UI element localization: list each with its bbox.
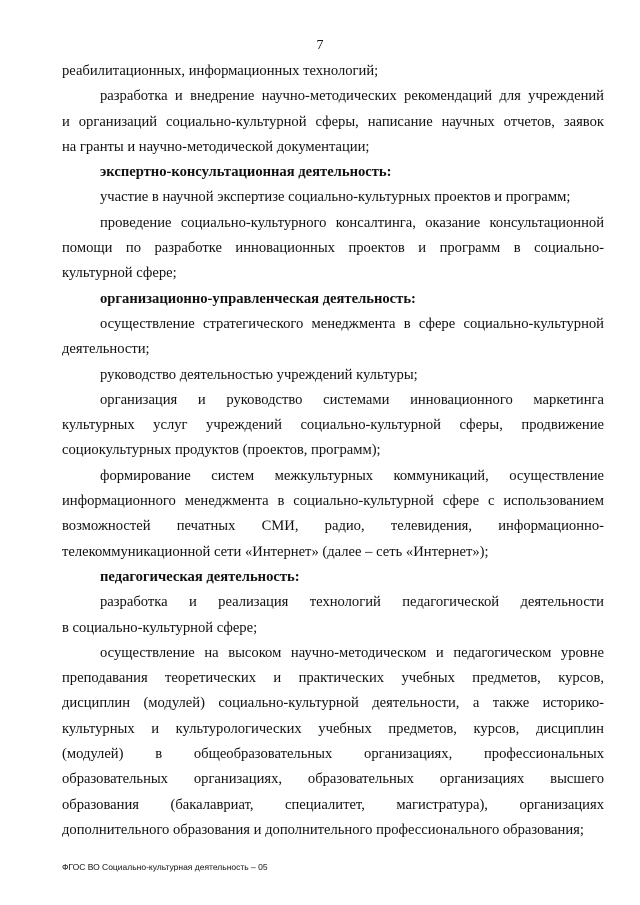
- text-line: помощи по разработке инновационных проектов и программ в социально-: [62, 240, 604, 257]
- text-line: образования (бакалавриат, специалитет, магистратура), организациях: [62, 796, 604, 813]
- page-footer: ФГОС ВО Социально-культурная деятельность – 05: [62, 862, 268, 872]
- text-line: на гранты и научно-методической документации;: [62, 138, 370, 155]
- text-line: формирование систем межкультурных коммуникаций, осуществление: [100, 467, 604, 484]
- text-line: преподавания теоретических и практических учебных предметов, курсов,: [62, 670, 604, 687]
- text-line: возможностей печатных СМИ, радио, телевидения, информационно-: [62, 518, 604, 535]
- text-line: и организаций социально-культурной сферы, написание научных отчетов, заявок: [62, 113, 604, 130]
- text-line: проведение социально-культурного консалтинга, оказание консультационной: [100, 214, 604, 231]
- section-heading: экспертно-консультационная деятельность:: [100, 164, 392, 181]
- text-line: (модулей) в общеобразовательных организациях, профессиональных: [62, 746, 604, 763]
- text-line: социокультурных продуктов (проектов, программ);: [62, 442, 381, 459]
- text-line: образовательных организациях, образовательных организациях высшего: [62, 771, 604, 788]
- text-line: культурных услуг учреждений социально-культурной сферы, продвижение: [62, 417, 604, 434]
- text-line: информационного менеджмента в социально-культурной сфере с использованием: [62, 493, 604, 510]
- text-line: в социально-культурной сфере;: [62, 619, 258, 636]
- text-line: организация и руководство системами инновационного маркетинга: [100, 391, 604, 408]
- text-line: осуществление на высоком научно-методическом и педагогическом уровне: [100, 644, 604, 661]
- text-line: участие в научной экспертизе социально-культурных проектов и программ;: [100, 189, 571, 206]
- text-line: телекоммуникационной сети «Интернет» (далее – сеть «Интернет»);: [62, 543, 489, 560]
- text-line: дисциплин (модулей) социально-культурной деятельности, а также историко-: [62, 695, 604, 712]
- page-number: 7: [316, 38, 324, 53]
- body-text: [62, 59, 604, 843]
- text-line: культурных и культурологических учебных предметов, курсов, дисциплин: [62, 720, 604, 737]
- text-line: реабилитационных, информационных технологий;: [62, 63, 379, 79]
- text-line: культурной сфере;: [62, 265, 177, 282]
- text-line: дополнительного образования и дополнительного профессионального образования;: [62, 821, 584, 838]
- text-line: руководство деятельностью учреждений культуры;: [100, 366, 418, 383]
- section-heading: педагогическая деятельность:: [100, 568, 300, 585]
- section-heading: организационно-управленческая деятельность:: [100, 290, 416, 307]
- text-line: осуществление стратегического менеджмента в сфере социально-культурной: [100, 315, 604, 332]
- text-line: деятельности;: [62, 341, 150, 358]
- text-line: разработка и внедрение научно-методических рекомендаций для учреждений: [100, 88, 604, 105]
- text-line: разработка и реализация технологий педагогической деятельности: [100, 594, 604, 611]
